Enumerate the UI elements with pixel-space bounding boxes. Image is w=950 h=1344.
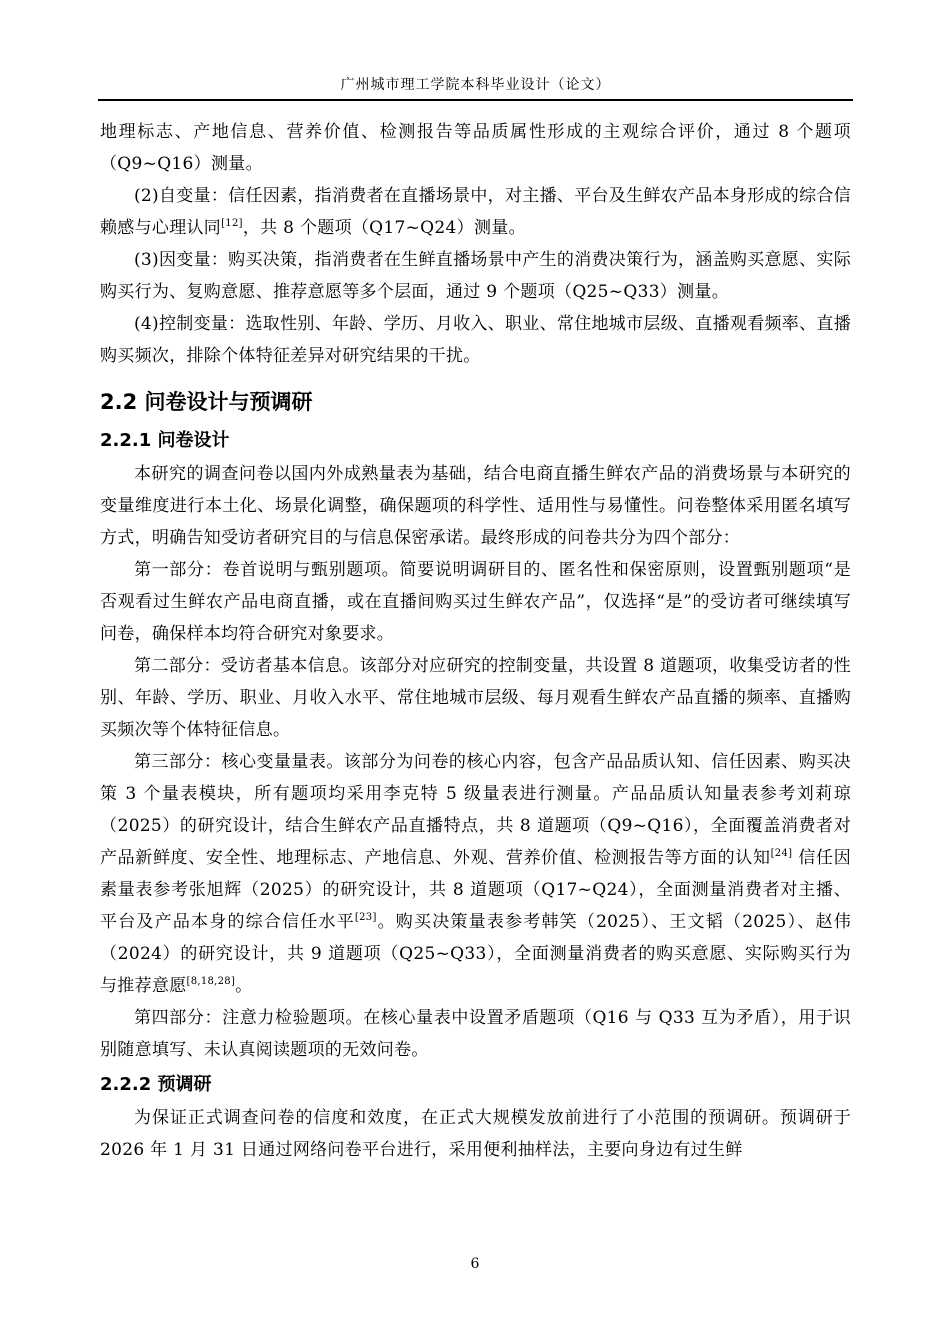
citation-ref: [24] (770, 848, 793, 859)
paragraph-text: 。 (235, 976, 253, 996)
citation-ref: [8,18,28] (186, 976, 236, 987)
paragraph-part-three (100, 746, 851, 1002)
section-heading-2-2: 2.2 问卷设计与预调研 (100, 390, 313, 414)
paragraph-control-variables: (4)控制变量：选取性别、年龄、学历、月收入、职业、常住地城市层级、直播观看频率、直播购买频次，排除个体特征差异对研究结果的干扰。 (100, 314, 851, 366)
paragraph-pilot-study: 为保证正式调查问卷的信度和效度，在正式大规模发放前进行了小范围的预调研。预调研于 2026 年 1 月 31 日通过网络问卷平台进行，采用便利抽样法，主要向身边有过生鲜 (100, 1108, 851, 1160)
paragraph-text: 。购买决策量表参考韩笑（2025）、王文韬（2025）、赵伟（2024）的研究设计，共 9 道题项（Q25~Q33），全面测量消费者的购买意愿、实际购买行为与推荐意愿 (100, 912, 851, 996)
section-heading-2-2-2: 2.2.2 预调研 (100, 1074, 212, 1095)
paragraph-part-four: 第四部分：注意力检验题项。在核心量表中设置矛盾题项（Q16 与 Q33 互为矛盾），用于识别随意填写、未认真阅读题项的无效问卷。 (100, 1008, 851, 1060)
header-rule (98, 99, 853, 101)
citation-ref: [12] (221, 218, 243, 229)
paragraph-product-quality-continued: 地理标志、产地信息、营养价值、检测报告等品质属性形成的主观综合评价，通过 8 个题项（Q9~Q16）测量。 (100, 122, 851, 174)
paragraph-dependent-variable: (3)因变量：购买决策，指消费者在生鲜直播场景中产生的消费决策行为，涵盖购买意愿、实际购买行为、复购意愿、推荐意愿等多个层面，通过 9 个题项（Q25~Q33）测量。 (100, 250, 851, 302)
paragraph-independent-variable (100, 180, 851, 244)
section-heading-2-2-1: 2.2.1 问卷设计 (100, 430, 230, 451)
page-number: 6 (470, 1256, 480, 1272)
paragraph-part-two: 第二部分：受访者基本信息。该部分对应研究的控制变量，共设置 8 道题项，收集受访者的性别、年龄、学历、职业、月收入水平、常住地城市层级、每月观看生鲜农产品直播的频率、直播购买频次等个体特征信息。 (100, 656, 851, 740)
paragraph-part-one: 第一部分：卷首说明与甄别题项。简要说明调研目的、匿名性和保密原则，设置甄别题项“是否观看过生鲜农产品电商直播，或在直播间购买过生鲜农产品”，仅选择“是”的受访者可继续填写问卷，确保样本均符合研究对象要求。 (100, 560, 851, 644)
page-body (100, 116, 851, 1166)
paragraph-questionnaire-intro: 本研究的调查问卷以国内外成熟量表为基础，结合电商直播生鲜农产品的消费场景与本研究的变量维度进行本土化、场景化调整，确保题项的科学性、适用性与易懂性。问卷整体采用匿名填写方式，明确告知受访者研究目的与信息保密承诺。最终形成的问卷共分为四个部分： (100, 464, 851, 548)
paragraph-text: 信任因素量表参考张旭辉（2025）的研究设计，共 8 道题项（Q17~Q24），全面测量消费者对主播、平台及产品本身的综合信任水平 (100, 848, 851, 932)
citation-ref: [23] (354, 912, 377, 923)
running-header: 广州城市理工学院本科毕业设计（论文） (340, 77, 611, 93)
paragraph-text: (2)自变量：信任因素，指消费者在直播场景中，对主播、平台及生鲜农产品本身形成的综合信赖感与心理认同 (100, 186, 851, 238)
paragraph-text: 第三部分：核心变量量表。该部分为问卷的核心内容，包含产品品质认知、信任因素、购买决策 3 个量表模块，所有题项均采用李克特 5 级量表进行测量。产品品质认知量表参考刘莉琼（2025）的研究设计，结合生鲜农产品直播特点，共 8 道题项（Q9~Q16），全面覆盖消费者对产品新鲜度、安全性、地理标志、产地信息、外观、营养价值、检测报告等方面的认知 (100, 752, 851, 868)
paragraph-text: ，共 8 个题项（Q17~Q24）测量。 (242, 218, 526, 238)
